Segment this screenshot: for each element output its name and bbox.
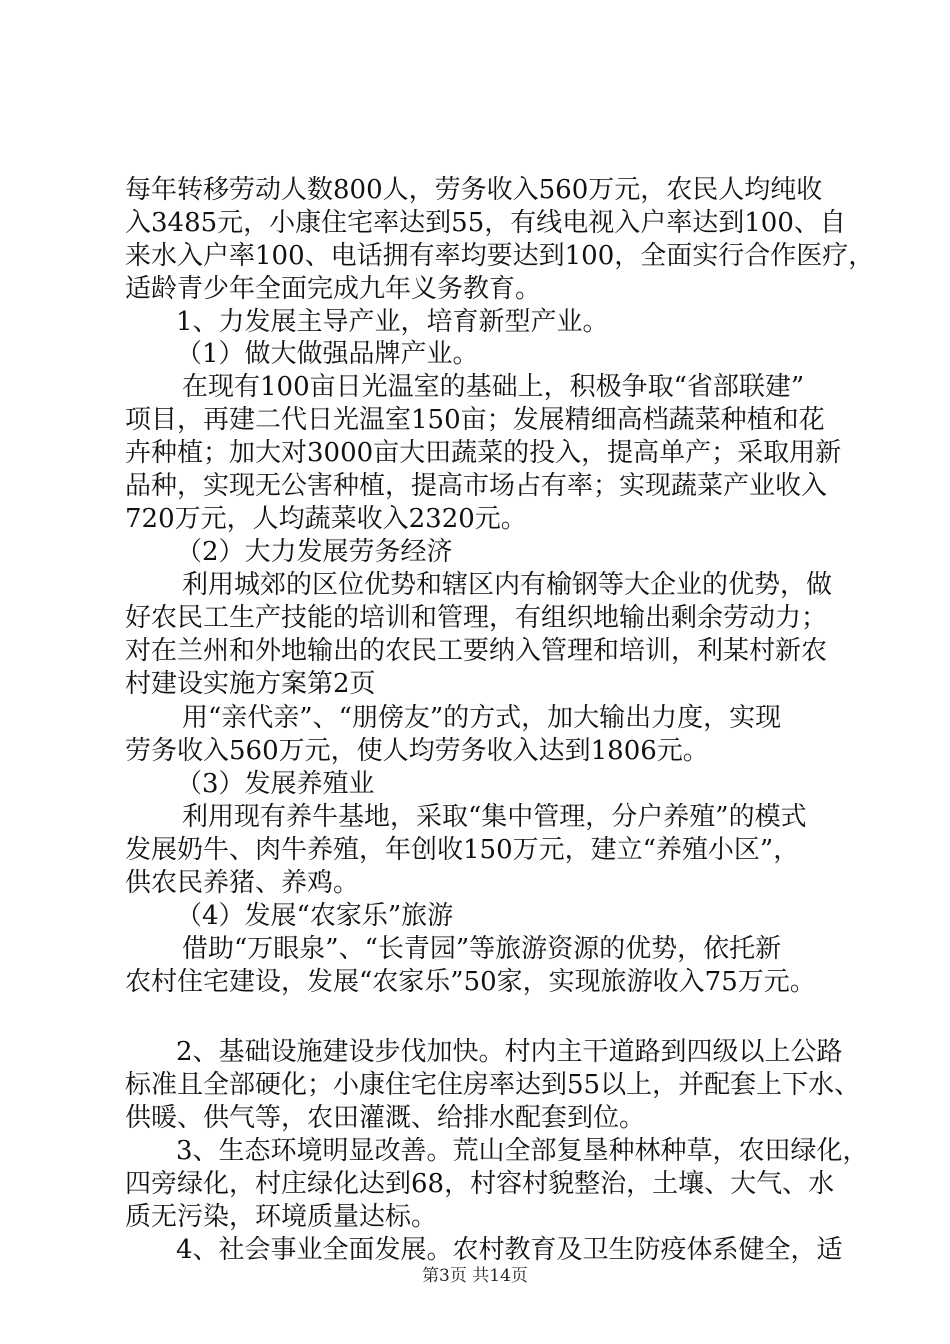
text-line: 好农民工生产技能的培训和管理，有组织地输出剩余劳动力；	[125, 603, 828, 633]
text-line: 质无污染，环境质量达标。	[125, 1202, 438, 1232]
page-number-label: 第3页 共14页	[422, 1266, 528, 1286]
text-line: 品种，实现无公害种植，提高市场占有率；实现蔬菜产业收入	[125, 471, 828, 501]
text-line: 供农民养猪、养鸡。	[125, 868, 360, 898]
text-line: 3、生态环境明显改善。荒山全部复垦种林种草，农田绿化，	[176, 1136, 869, 1166]
text-line: 借助“万眼泉”、“长青园”等旅游资源的优势，依托新	[182, 934, 782, 964]
text-line: 每年转移劳动人数800人，劳务收入560万元，农民人均纯收	[125, 175, 823, 205]
text-line: （3）发展养殖业	[176, 769, 375, 799]
text-line: 利用现有养牛基地，采取“集中管理，分户养殖”的模式	[182, 802, 807, 832]
text-line: 供暖、供气等，农田灌溉、给排水配套到位。	[125, 1103, 646, 1133]
text-line: 标准且全部硬化；小康住宅住房率达到55以上，并配套上下水、	[125, 1070, 861, 1100]
text-line: 项目，再建二代日光温室150亩；发展精细高档蔬菜种植和花	[125, 405, 825, 435]
text-line: 720万元，人均蔬菜收入2320元。	[125, 504, 527, 534]
text-line: 村建设实施方案第2页	[125, 669, 376, 699]
text-line: （2）大力发展劳务经济	[176, 537, 453, 567]
page-footer	[0, 1268, 950, 1285]
text-line: 对在兰州和外地输出的农民工要纳入管理和培训，利某村新农	[125, 636, 828, 666]
text-line: 来水入户率100、电话拥有率均要达到100，全面实行合作医疗，	[125, 241, 875, 271]
text-line: 利用城郊的区位优势和辖区内有榆钢等大企业的优势，做	[182, 570, 833, 600]
text-line: 入3485元，小康住宅率达到55，有线电视入户率达到100、自	[125, 208, 846, 238]
text-line: 适龄青少年全面完成九年义务教育。	[125, 274, 542, 304]
text-line: 卉种植；加大对3000亩大田蔬菜的投入，提高单产；采取用新	[125, 438, 842, 468]
text-line: 1、力发展主导产业，培育新型产业。	[176, 307, 609, 337]
text-line: （1）做大做强品牌产业。	[176, 339, 479, 369]
text-line: 农村住宅建设，发展“农家乐”50家，实现旅游收入75万元。	[125, 967, 816, 997]
text-line: 发展奶牛、肉牛养殖，年创收150万元，建立“养殖小区”，	[125, 835, 800, 865]
text-line: 用“亲代亲”、“朋傍友”的方式，加大输出力度，实现	[182, 703, 782, 733]
text-line: 2、基础设施建设步伐加快。村内主干道路到四级以上公路	[176, 1037, 843, 1067]
text-line: 在现有100亩日光温室的基础上，积极争取“省部联建”	[182, 372, 805, 402]
text-line: 劳务收入560万元，使人均劳务收入达到1806元。	[125, 736, 709, 766]
text-line: 四旁绿化，村庄绿化达到68，村容村貌整治，土壤、大气、水	[125, 1169, 835, 1199]
text-line: 4、社会事业全面发展。农村教育及卫生防疫体系健全，适	[176, 1235, 843, 1265]
text-line: （4）发展“农家乐”旅游	[176, 901, 454, 931]
